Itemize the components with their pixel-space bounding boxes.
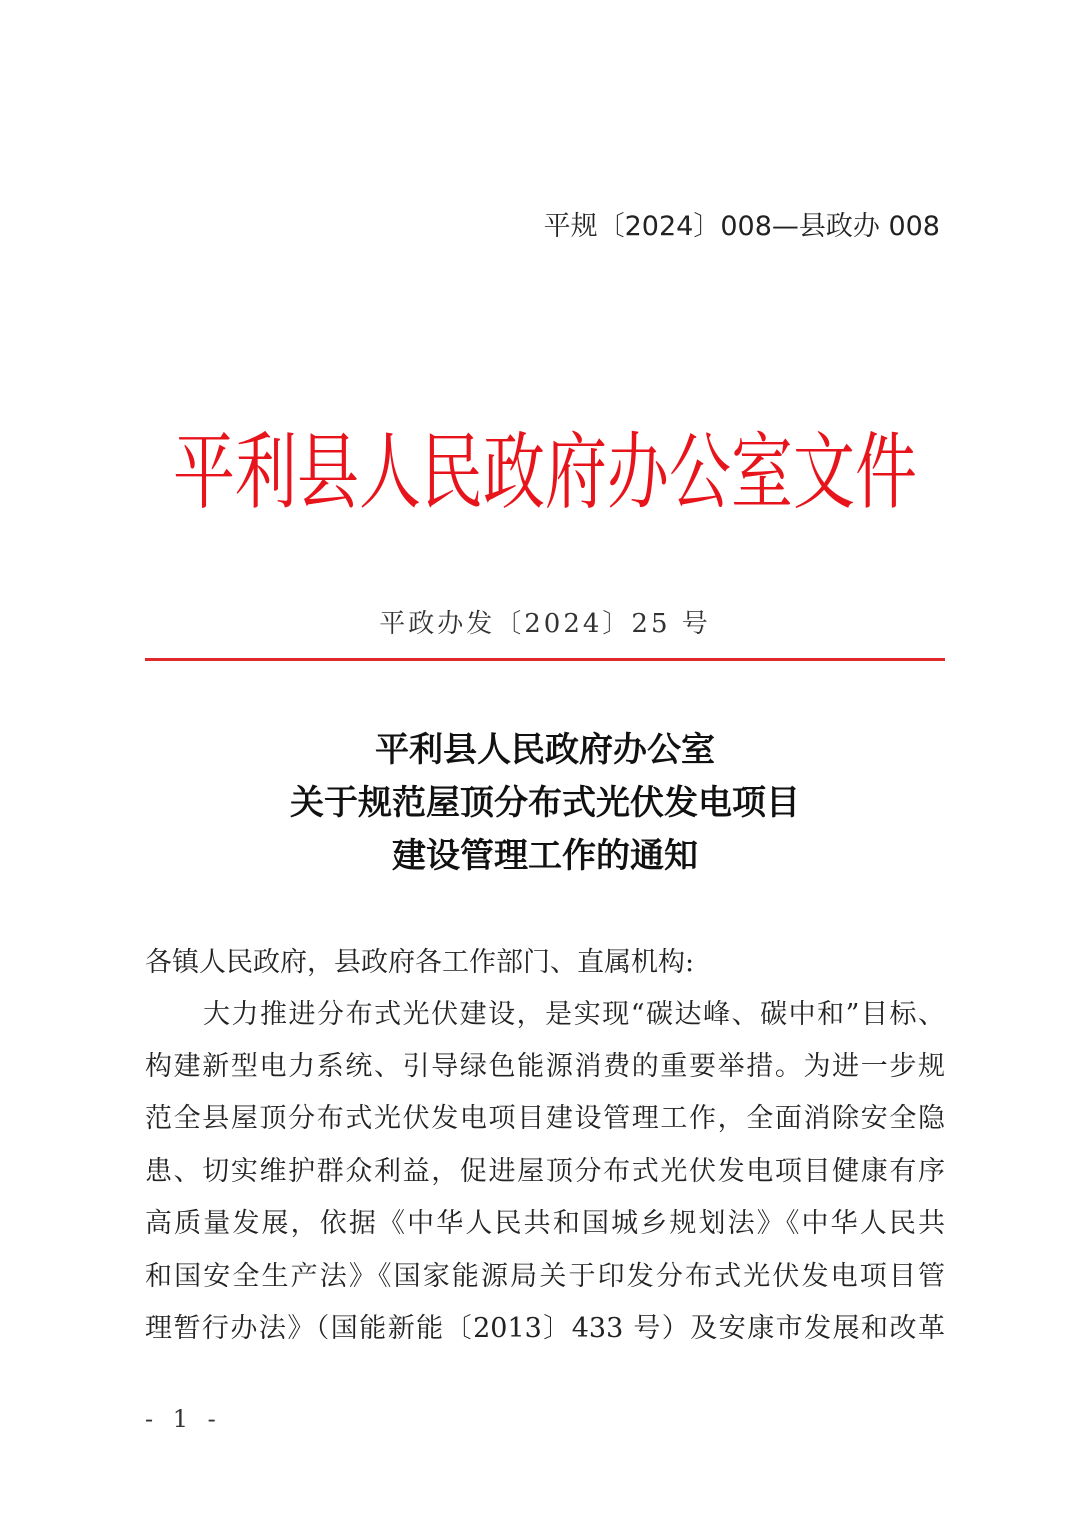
red-masthead: 平利县人民政府办公室文件 xyxy=(172,422,917,522)
body-line: 患、切实维护群众利益，促进屋顶分布式光伏发电项目健康有序 xyxy=(145,1156,945,1187)
document-title-line: 关于规范屋顶分布式光伏发电项目 xyxy=(290,783,800,823)
issue-number: 平政办发〔2024〕25 号 xyxy=(379,609,711,639)
body-line: 理暂行办法》（国能新能〔2013〕433 号）及安康市发展和改革 xyxy=(145,1313,945,1344)
document-title-line: 建设管理工作的通知 xyxy=(392,836,698,876)
body-line: 和国安全生产法》《国家能源局关于印发分布式光伏发电项目管 xyxy=(145,1261,945,1292)
document-reference-number: 平规〔2024〕008—县政办 008 xyxy=(543,211,940,242)
body-line: 范全县屋顶分布式光伏发电项目建设管理工作，全面消除安全隐 xyxy=(145,1103,945,1134)
red-divider-line xyxy=(145,658,945,661)
body-line: 高质量发展，依据《中华人民共和国城乡规划法》《中华人民共 xyxy=(145,1208,945,1239)
document-title-line: 平利县人民政府办公室 xyxy=(375,730,715,770)
page-number: - 1 - xyxy=(145,1405,222,1433)
body-line: 构建新型电力系统、引导绿色能源消费的重要举措。为进一步规 xyxy=(145,1051,945,1082)
body-line: 大力推进分布式光伏建设，是实现“碳达峰、碳中和”目标、 xyxy=(203,999,945,1030)
salutation: 各镇人民政府，县政府各工作部门、直属机构: xyxy=(145,947,695,978)
